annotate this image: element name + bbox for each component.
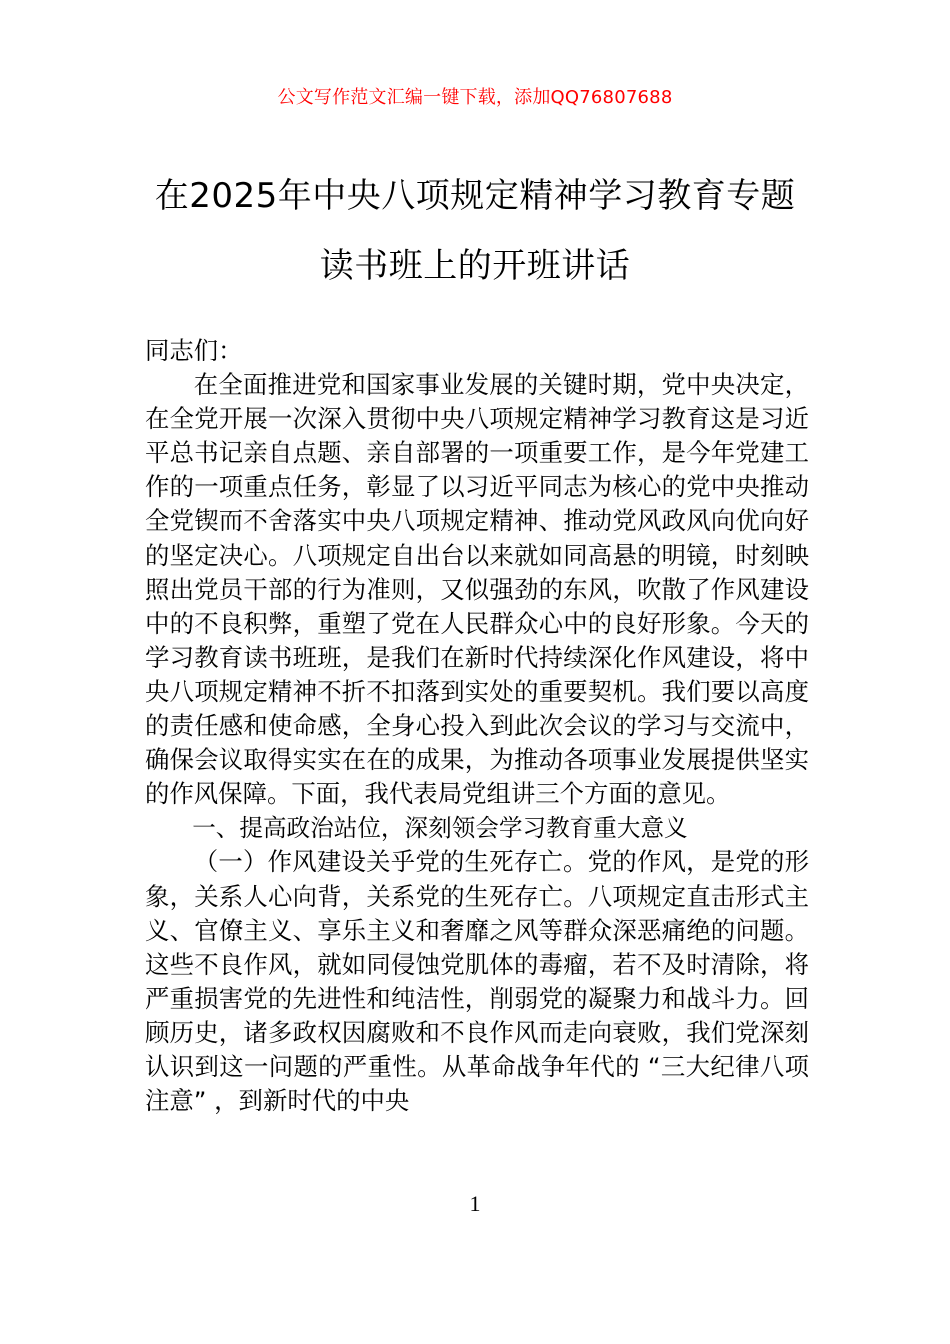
- document-title-line-2: 读书班上的开班讲话: [319, 246, 631, 286]
- document-body: [145, 334, 809, 1118]
- watermark-banner: 公文写作范文汇编一键下载，添加QQ76807688: [277, 87, 673, 108]
- document-title-line-1: 在2025年中央八项规定精神学习教育专题: [154, 176, 796, 216]
- paragraph-section-1-1: （一）作风建设关乎党的生死存亡。党的作风，是党的形象，关系人心向背，关系党的生死存亡。八项规定直击形式主义、官僚主义、享乐主义和奢靡之风等群众深恶痛绝的问题。这些不良作风，就如同侵蚀党肌体的毒瘤，若不及时清除，将严重损害党的先进性和纯洁性，削弱党的凝聚力和战斗力。回顾历史，诸多政权因腐败和不良作风而走向衰败，我们党深刻认识到这一问题的严重性。从革命战争年代的 “三大纪律八项注意” ，到新时代的中央: [145, 847, 809, 1116]
- page-number: 1: [469, 1191, 481, 1216]
- paragraph-intro: 在全面推进党和国家事业发展的关键时期，党中央决定，在全党开展一次深入贯彻中央八项规定精神学习教育这是习近平总书记亲自点题、亲自部署的一项重要工作，是今年党建工作的一项重点任务，彰显了以习近平同志为核心的党中央推动全党锲而不舍落实中央八项规定精神、推动党风政风向优向好的坚定决心。八项规定自出台以来就如同高悬的明镜，时刻映照出党员干部的行为准则，又似强劲的东风，吹散了作风建设中的不良积弊，重塑了党在人民群众心中的良好形象。今天的学习教育读书班班，是我们在新时代持续深化作风建设，将中央八项规定精神不折不扣落到实处的重要契机。我们要以高度的责任感和使命感，全身心投入到此次会议的学习与交流中，确保会议取得实实在在的成果，为推动各项事业发展提供坚实的作风保障。下面，我代表局党组讲三个方面的意见。: [145, 370, 809, 809]
- salutation: 同志们：: [145, 336, 243, 365]
- section-heading-1: 一、提高政治站位，深刻领会学习教育重大意义: [192, 814, 688, 843]
